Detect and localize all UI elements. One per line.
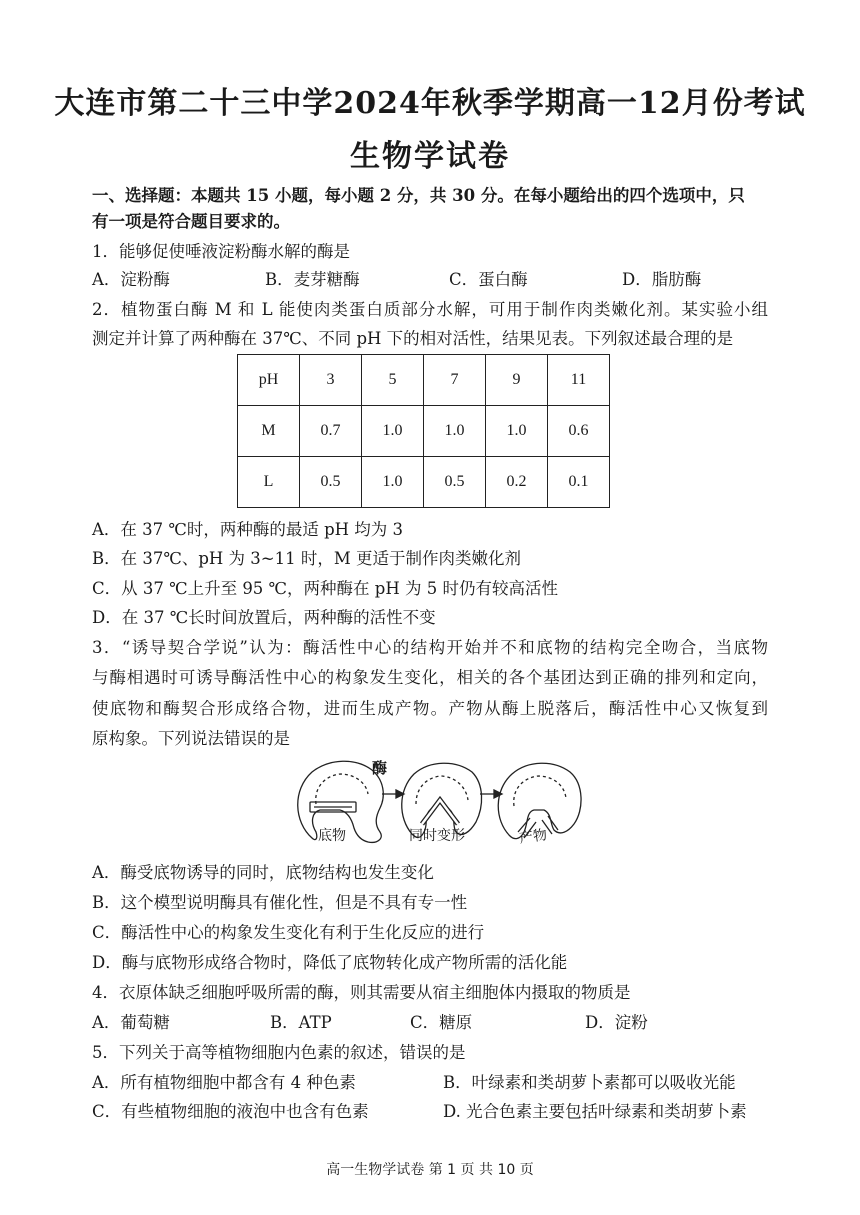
q4-stem: 4．衣原体缺乏细胞呼吸所需的酶，则其需要从宿主细胞体内摄取的物质是 xyxy=(92,983,631,1002)
table-cell: 0.7 xyxy=(300,406,362,457)
q5-option-a: A．所有植物细胞中都含有 4 种色素 xyxy=(92,1073,356,1092)
table-cell: 1.0 xyxy=(362,406,424,457)
table-cell: 11 xyxy=(548,355,610,406)
q3-stem-line2: 与酶相遇时可诱导酶活性中心的构象发生变化，相关的各个基团达到正确的排列和定向， xyxy=(92,668,768,687)
table-cell: 0.1 xyxy=(548,457,610,508)
table-cell: 1.0 xyxy=(486,406,548,457)
q5-option-c: C．有些植物细胞的液泡中也含有色素 xyxy=(92,1102,369,1121)
table-header-row xyxy=(238,355,610,406)
table-cell: L xyxy=(238,457,300,508)
q5-option-d: D. 光合色素主要包括叶绿素和类胡萝卜素 xyxy=(443,1102,747,1121)
q2-option-b: B．在 37℃、pH 为 3~11 时，M 更适于制作肉类嫩化剂 xyxy=(92,549,521,568)
q3-option-c: C．酶活性中心的构象发生变化有利于生化反应的进行 xyxy=(92,923,485,942)
table-cell: 3 xyxy=(300,355,362,406)
q2-option-c: C．从 37 ℃上升至 95 ℃，两种酶在 pH 为 5 时仍有较高活性 xyxy=(92,579,558,598)
q5-option-b: B．叶绿素和类胡萝卜素都可以吸收光能 xyxy=(443,1073,736,1092)
q3-option-b: B．这个模型说明酶具有催化性，但是不具有专一性 xyxy=(92,893,468,912)
q2-stem-line2: 测定并计算了两种酶在 37℃、不同 pH 下的相对活性，结果见表。下列叙述最合理的是 xyxy=(92,329,734,348)
exam-subtitle: 生物学试卷 xyxy=(350,139,510,174)
q2-option-d: D．在 37 ℃长时间放置后，两种酶的活性不变 xyxy=(92,608,436,627)
q2-option-a: A．在 37 ℃时，两种酶的最适 pH 均为 3 xyxy=(92,520,404,539)
q4-option-c: C．糖原 xyxy=(410,1013,473,1032)
ph-activity-table xyxy=(237,354,610,508)
q3-option-a: A．酶受底物诱导的同时，底物结构也发生变化 xyxy=(92,863,434,882)
table-cell: 0.5 xyxy=(300,457,362,508)
q5-stem: 5．下列关于高等植物细胞内色素的叙述，错误的是 xyxy=(92,1043,466,1062)
q1-stem: 1．能够促使唾液淀粉酶水解的酶是 xyxy=(92,242,350,261)
page-footer: 高一生物学试卷 第 1 页 共 10 页 xyxy=(326,1162,534,1178)
exam-title: 大连市第二十三中学2024年秋季学期高一12月份考试 xyxy=(54,86,806,121)
q1-option-d: D．脂肪酶 xyxy=(622,270,702,289)
label-deform: 同时变形 xyxy=(409,828,465,844)
table-cell: pH xyxy=(238,355,300,406)
table-row xyxy=(238,406,610,457)
table-cell: 1.0 xyxy=(362,457,424,508)
label-substrate: 底物 xyxy=(318,828,346,844)
table-cell: 9 xyxy=(486,355,548,406)
q3-stem-line1: 3．“诱导契合学说”认为：酶活性中心的结构开始并不和底物的结构完全吻合，当底物 xyxy=(92,638,768,657)
q2-stem-line1: 2．植物蛋白酶 M 和 L 能使肉类蛋白质部分水解，可用于制作肉类嫩化剂。某实验小组 xyxy=(92,300,768,319)
table-cell: 7 xyxy=(424,355,486,406)
q3-stem-line4: 原构象。下列说法错误的是 xyxy=(92,729,290,748)
q1-option-b: B．麦芽糖酶 xyxy=(265,270,360,289)
section-instructions-line1: 一、选择题：本题共 15 小题，每小题 2 分，共 30 分。在每小题给出的四个选项中，只 xyxy=(92,186,745,205)
table-cell: 5 xyxy=(362,355,424,406)
q3-stem-line3: 使底物和酶契合形成络合物，进而生成产物。产物从酶上脱落后，酶活性中心又恢复到 xyxy=(92,699,768,718)
q4-option-b: B．ATP xyxy=(270,1013,332,1032)
table-cell: 1.0 xyxy=(424,406,486,457)
table-cell: 0.2 xyxy=(486,457,548,508)
q4-option-d: D．淀粉 xyxy=(585,1013,648,1032)
table-cell: M xyxy=(238,406,300,457)
section-instructions-line2: 有一项是符合题目要求的。 xyxy=(92,212,290,231)
q3-option-d: D．酶与底物形成络合物时，降低了底物转化成产物所需的活化能 xyxy=(92,953,568,972)
q4-option-a: A．葡萄糖 xyxy=(92,1013,170,1032)
label-product: 产物 xyxy=(518,827,549,847)
table-row xyxy=(238,457,610,508)
label-enzyme: 酶 xyxy=(372,759,388,777)
table-cell: 0.5 xyxy=(424,457,486,508)
q1-option-c: C．蛋白酶 xyxy=(449,270,528,289)
table-cell: 0.6 xyxy=(548,406,610,457)
q1-option-a: A．淀粉酶 xyxy=(92,270,170,289)
arrow-icon xyxy=(382,790,404,798)
